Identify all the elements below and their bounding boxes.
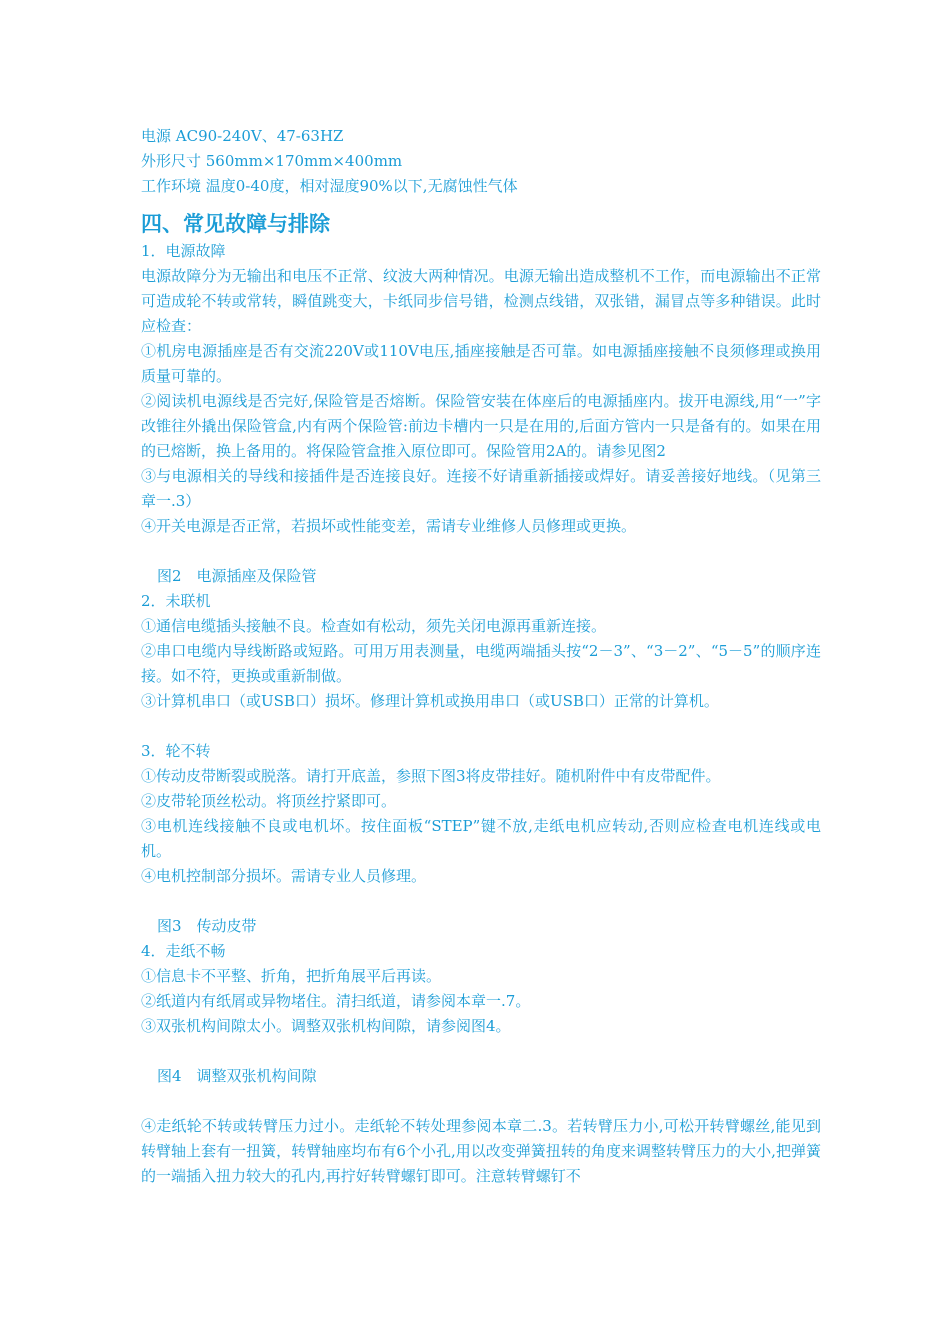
spacer <box>141 1089 821 1114</box>
power-fault-item: ②阅读机电源线是否完好,保险管是否熔断。保险管安装在体座后的电源插座内。拔开电源线,用“一”字改锥往外撬出保险管盒,内有两个保险管:前边卡槽内一只是在用的,后面方管内一只是备有的。如果在用的已熔断，换上备用的。将保险管盒推入原位即可。保险管用2A的。请参见图2 <box>141 392 821 460</box>
feed-item: ③双张机构间隙太小。调整双张机构间隙，请参阅图4。 <box>141 1017 511 1035</box>
power-fault-heading: 1．电源故障 <box>141 242 226 260</box>
spec-power: 电源 AC90-240V、47-63HZ <box>141 127 344 145</box>
figure-caption: 图4 调整双张机构间隙 <box>157 1067 317 1085</box>
power-fault-item: ①机房电源插座是否有交流220V或110V电压,插座接触是否可靠。如电源插座接触不良须修理或换用质量可靠的。 <box>141 342 821 385</box>
feed-heading: 4．走纸不畅 <box>141 942 226 960</box>
wheel-item: ①传动皮带断裂或脱落。请打开底盖，参照下图3将皮带挂好。随机附件中有皮带配件。 <box>141 767 721 785</box>
power-fault-intro: 电源故障分为无输出和电压不正常、纹波大两种情况。电源无输出造成整机不工作，而电源输出不正常可造成轮不转或常转，瞬值跳变大，卡纸同步信号错，检测点线错，双张错，漏冒点等多种错误。此时应检查： <box>141 267 821 335</box>
offline-heading: 2．未联机 <box>141 592 211 610</box>
wheel-item: ②皮带轮顶丝松动。将顶丝拧紧即可。 <box>141 792 397 810</box>
power-fault-item: ③与电源相关的导线和接插件是否连接良好。连接不好请重新插接或焊好。请妥善接好地线。（见第三章一.3） <box>141 467 821 510</box>
spacer <box>141 714 821 739</box>
offline-item: ①通信电缆插头接触不良。检查如有松动，须先关闭电源再重新连接。 <box>141 617 607 635</box>
wheel-item: ④电机控制部分损坏。需请专业人员修理。 <box>141 867 427 885</box>
spacer <box>141 1039 821 1064</box>
offline-item: ②串口电缆内导线断路或短路。可用万用表测量，电缆两端插头按“2－3”、“3－2”、“5－5”的顺序连接。如不符，更换或重新制做。 <box>141 642 821 685</box>
wheel-item: ③电机连线接触不良或电机坏。按住面板“STEP”键不放,走纸电机应转动,否则应检查电机连线或电机。 <box>141 817 821 860</box>
spec-environment: 工作环境 温度0-40度，相对湿度90%以下,无腐蚀性气体 <box>141 177 518 195</box>
figure-caption: 图3 传动皮带 <box>157 917 257 935</box>
offline-item: ③计算机串口（或USB口）损坏。修理计算机或换用串口（或USB口）正常的计算机。 <box>141 692 719 710</box>
feed-item: ②纸道内有纸屑或异物堵住。清扫纸道，请参阅本章一.7。 <box>141 992 531 1010</box>
document-body <box>141 124 821 1189</box>
figure-caption: 图2 电源插座及保险管 <box>157 567 317 585</box>
feed-item: ④走纸轮不转或转臂压力过小。走纸轮不转处理参阅本章二.3。若转臂压力小,可松开转臂螺丝,能见到转臂轴上套有一扭簧，转臂轴座均布有6个小孔,用以改变弹簧扭转的角度来调整转臂压力的大小,把弹簧的一端插入扭力较大的孔内,再拧好转臂螺钉即可。注意转臂螺钉不 <box>141 1117 821 1185</box>
section-title: 四、常见故障与排除 <box>141 212 330 236</box>
spacer <box>141 539 821 564</box>
wheel-heading: 3．轮不转 <box>141 742 211 760</box>
spec-size: 外形尺寸 560mm×170mm×400mm <box>141 152 403 170</box>
spacer <box>141 889 821 914</box>
power-fault-item: ④开关电源是否正常，若损坏或性能变差，需请专业维修人员修理或更换。 <box>141 517 637 535</box>
feed-item: ①信息卡不平整、折角，把折角展平后再读。 <box>141 967 442 985</box>
